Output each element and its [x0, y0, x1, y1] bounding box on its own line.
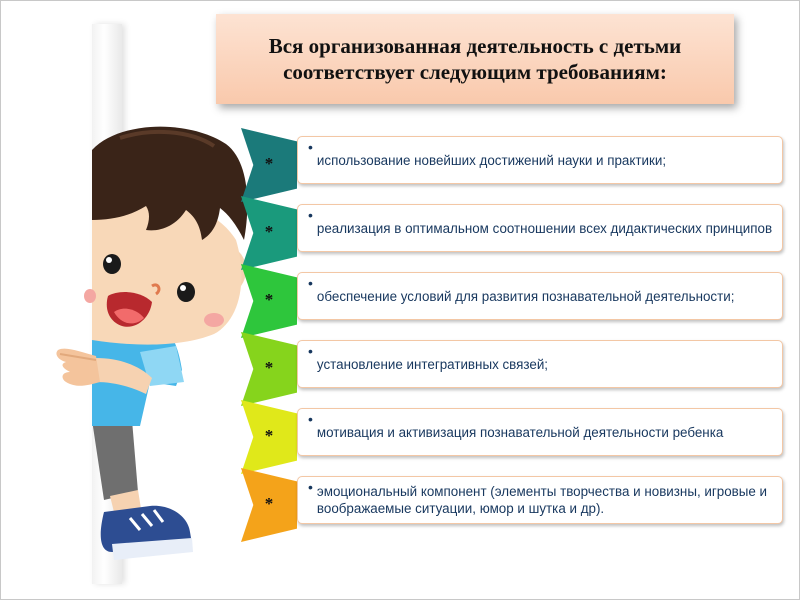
requirement-row-4	[241, 340, 785, 398]
requirement-box-6	[297, 476, 783, 524]
chevron-marker-2: *	[264, 222, 274, 241]
requirement-text-2: реализация в оптимальном соотношении всех дидактических принципов	[316, 220, 773, 236]
requirement-row-1	[241, 136, 785, 194]
chevron-marker-3: *	[264, 290, 274, 309]
bullet-icon: •	[308, 343, 313, 359]
requirement-box-1	[297, 136, 783, 184]
requirement-text-6: эмоциональный компонент (элементы творчества и новизны, игровые и воображаемые ситуации, юмор и шутка и др).	[316, 484, 768, 516]
requirement-text-1: использование новейших достижений науки и практики;	[316, 152, 667, 168]
title-box	[216, 14, 734, 104]
requirement-box-5	[297, 408, 783, 456]
slide-title: Вся организованная деятельность с детьми соответствует следующим требованиям:	[268, 34, 682, 84]
requirement-row-5	[241, 408, 785, 466]
requirement-text-4: установление интегративных связей;	[316, 356, 549, 372]
requirement-box-4	[297, 340, 783, 388]
chevron-marker-5: *	[264, 426, 274, 445]
bullet-icon: •	[308, 275, 313, 291]
bullet-icon: •	[308, 411, 313, 427]
requirement-row-3	[241, 272, 785, 330]
chevron-marker-6: *	[264, 494, 274, 513]
requirement-text-3: обеспечение условий для развития познавательной деятельности;	[316, 288, 735, 304]
bullet-icon: •	[308, 479, 313, 495]
requirement-text-5: мотивация и активизация познавательной деятельности ребенка	[316, 424, 724, 440]
chevron-marker-1: *	[264, 154, 274, 173]
requirement-box-2	[297, 204, 783, 252]
requirement-box-3	[297, 272, 783, 320]
chevron-marker-4: *	[264, 358, 274, 377]
requirement-row-2	[241, 204, 785, 262]
requirement-row-6	[241, 476, 785, 534]
bullet-icon: •	[308, 207, 313, 223]
bullet-icon: •	[308, 139, 313, 155]
boy-illustration	[0, 120, 250, 570]
